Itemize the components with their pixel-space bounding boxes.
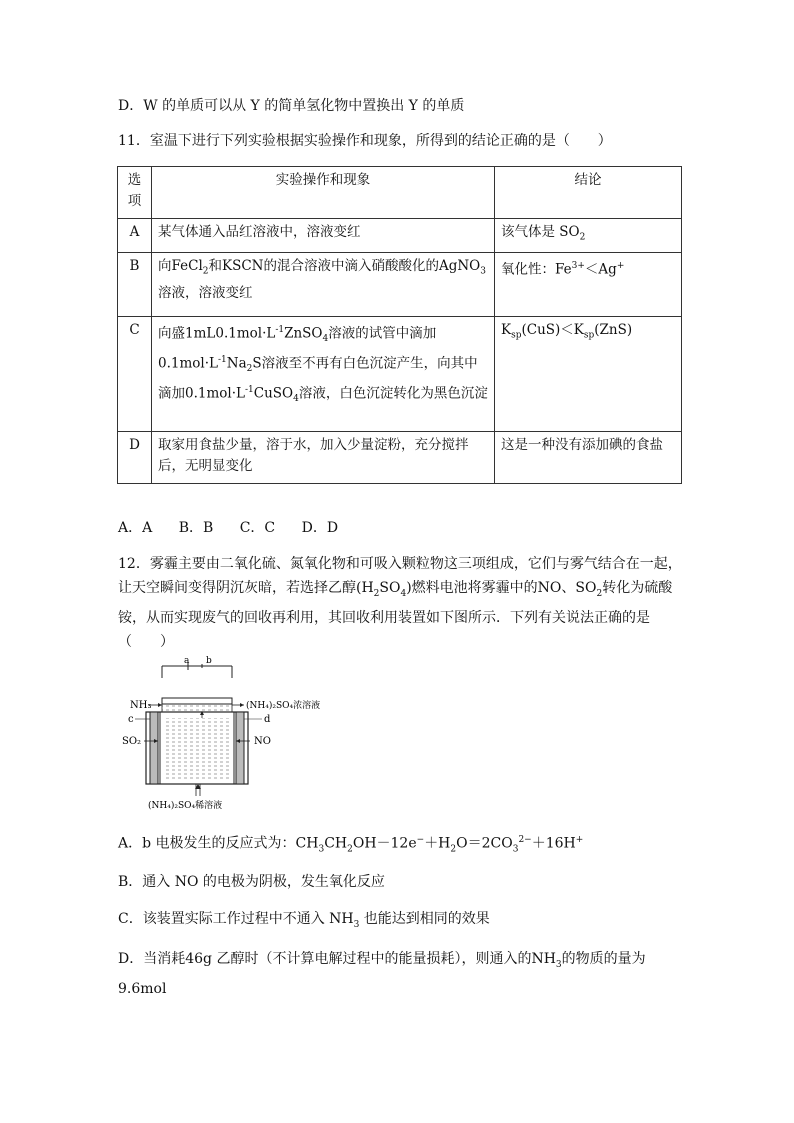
row-conclusion: 这是一种没有添加碘的食盐 [495, 432, 682, 484]
q10-option-d: D．W 的单质可以从 Y 的简单氢化物中置换出 Y 的单质 [118, 98, 465, 114]
row-operation: 向FeCl$_2$和KSCN的混合溶液中滴入硝酸酸化的AgNO$_3$溶液，溶液变红 [152, 253, 495, 317]
row-operation: 取家用食盐少量，溶于水，加入少量淀粉，充分搅拌后，无明显变化 [152, 432, 495, 484]
row-label: B [118, 253, 152, 317]
label-nh3: NH₃ [130, 700, 152, 711]
q11-stem: 11．室温下进行下列实验根据实验操作和现象，所得到的结论正确的是（ ） [118, 133, 612, 149]
electrolysis-apparatus-diagram [118, 656, 338, 812]
q11-choices [118, 517, 360, 537]
row-label: C [118, 317, 152, 432]
table-row [118, 432, 682, 484]
label-c: c [128, 714, 134, 725]
q12-option-c[interactable]: C．该装置实际工作过程中不通入 $NH_3$ 也能达到相同的效果 [118, 911, 490, 930]
row-conclusion: $K_{sp}(CuS)<K_{sp}(ZnS)$ [495, 317, 682, 432]
row-conclusion: 氧化性：$Fe^{3+}<Ag^+$ [495, 253, 682, 317]
row-operation: 向盛$1mL0.1mol\cdot L^{-1}ZnSO_4$溶液的试管中滴加$0.1mol\cdot L^{-1}Na_2S$溶液至不再有白色沉淀产生，向其中滴加$0.1mol\cdot L^{-1}CuSO_4$溶液，白色沉淀转化为黑色沉淀 [152, 317, 495, 432]
electrode-c [150, 712, 158, 784]
row-label: D [118, 432, 152, 484]
choice-c[interactable]: C．C [239, 520, 276, 536]
electrolyte [164, 718, 230, 780]
top-membrane [162, 698, 232, 704]
label-a: a [184, 656, 190, 666]
label-conc-solution: (NH₄)₂SO₄浓溶液 [246, 701, 321, 711]
choice-b[interactable]: B．B [178, 520, 214, 536]
top-chamber [162, 704, 232, 712]
label-so2: SO₂ [122, 736, 142, 747]
experiment-table [117, 166, 682, 484]
row-operation: 某气体通入品红溶液中，溶液变红 [152, 219, 495, 253]
choice-a[interactable]: A．A [118, 520, 153, 536]
table-row [118, 253, 682, 317]
q12-option-d[interactable]: D．当消耗46g 乙醇时（不计算电解过程中的能量损耗），则通入的$NH_3$的物质的量为9.6mol [118, 951, 646, 997]
header-operation: 实验操作和现象 [152, 167, 495, 219]
header-option: 选项 [118, 167, 152, 219]
row-conclusion: 该气体是 $SO_2$ [495, 219, 682, 253]
label-no: NO [254, 736, 271, 747]
label-b: b [206, 656, 212, 666]
row-label: A [118, 219, 152, 253]
label-dilute-solution: (NH₄)₂SO₄稀溶液 [148, 801, 223, 811]
q12-stem: 12．雾霾主要由二氧化硫、氮氧化物和可吸入颗粒物这三项组成，它们与雾气结合在一起，让天空瞬间变得阴沉灰暗，若选择乙醇$(H_2SO_4)$燃料电池将雾霾中的NO、$SO_2$转化为硫酸铵，从而实现废气的回收再利用，其回收利用装置如下图所示．下列有关说法正确的是（ ） [118, 556, 682, 650]
table-header-row [118, 167, 682, 219]
table-row [118, 317, 682, 432]
electrode-d [236, 712, 244, 784]
q12-option-b[interactable]: B．通入 NO 的电极为阴极，发生氧化反应 [118, 874, 385, 890]
choice-d[interactable]: D．D [301, 520, 339, 536]
header-conclusion: 结论 [495, 167, 682, 219]
q12-option-a[interactable]: A．b 电极发生的反应式为：$CH_3CH_2OH-12e^-+H_2O=2CO_3^{2-}+16H^+$ [118, 835, 584, 855]
label-d: d [264, 714, 271, 725]
table-row [118, 219, 682, 253]
